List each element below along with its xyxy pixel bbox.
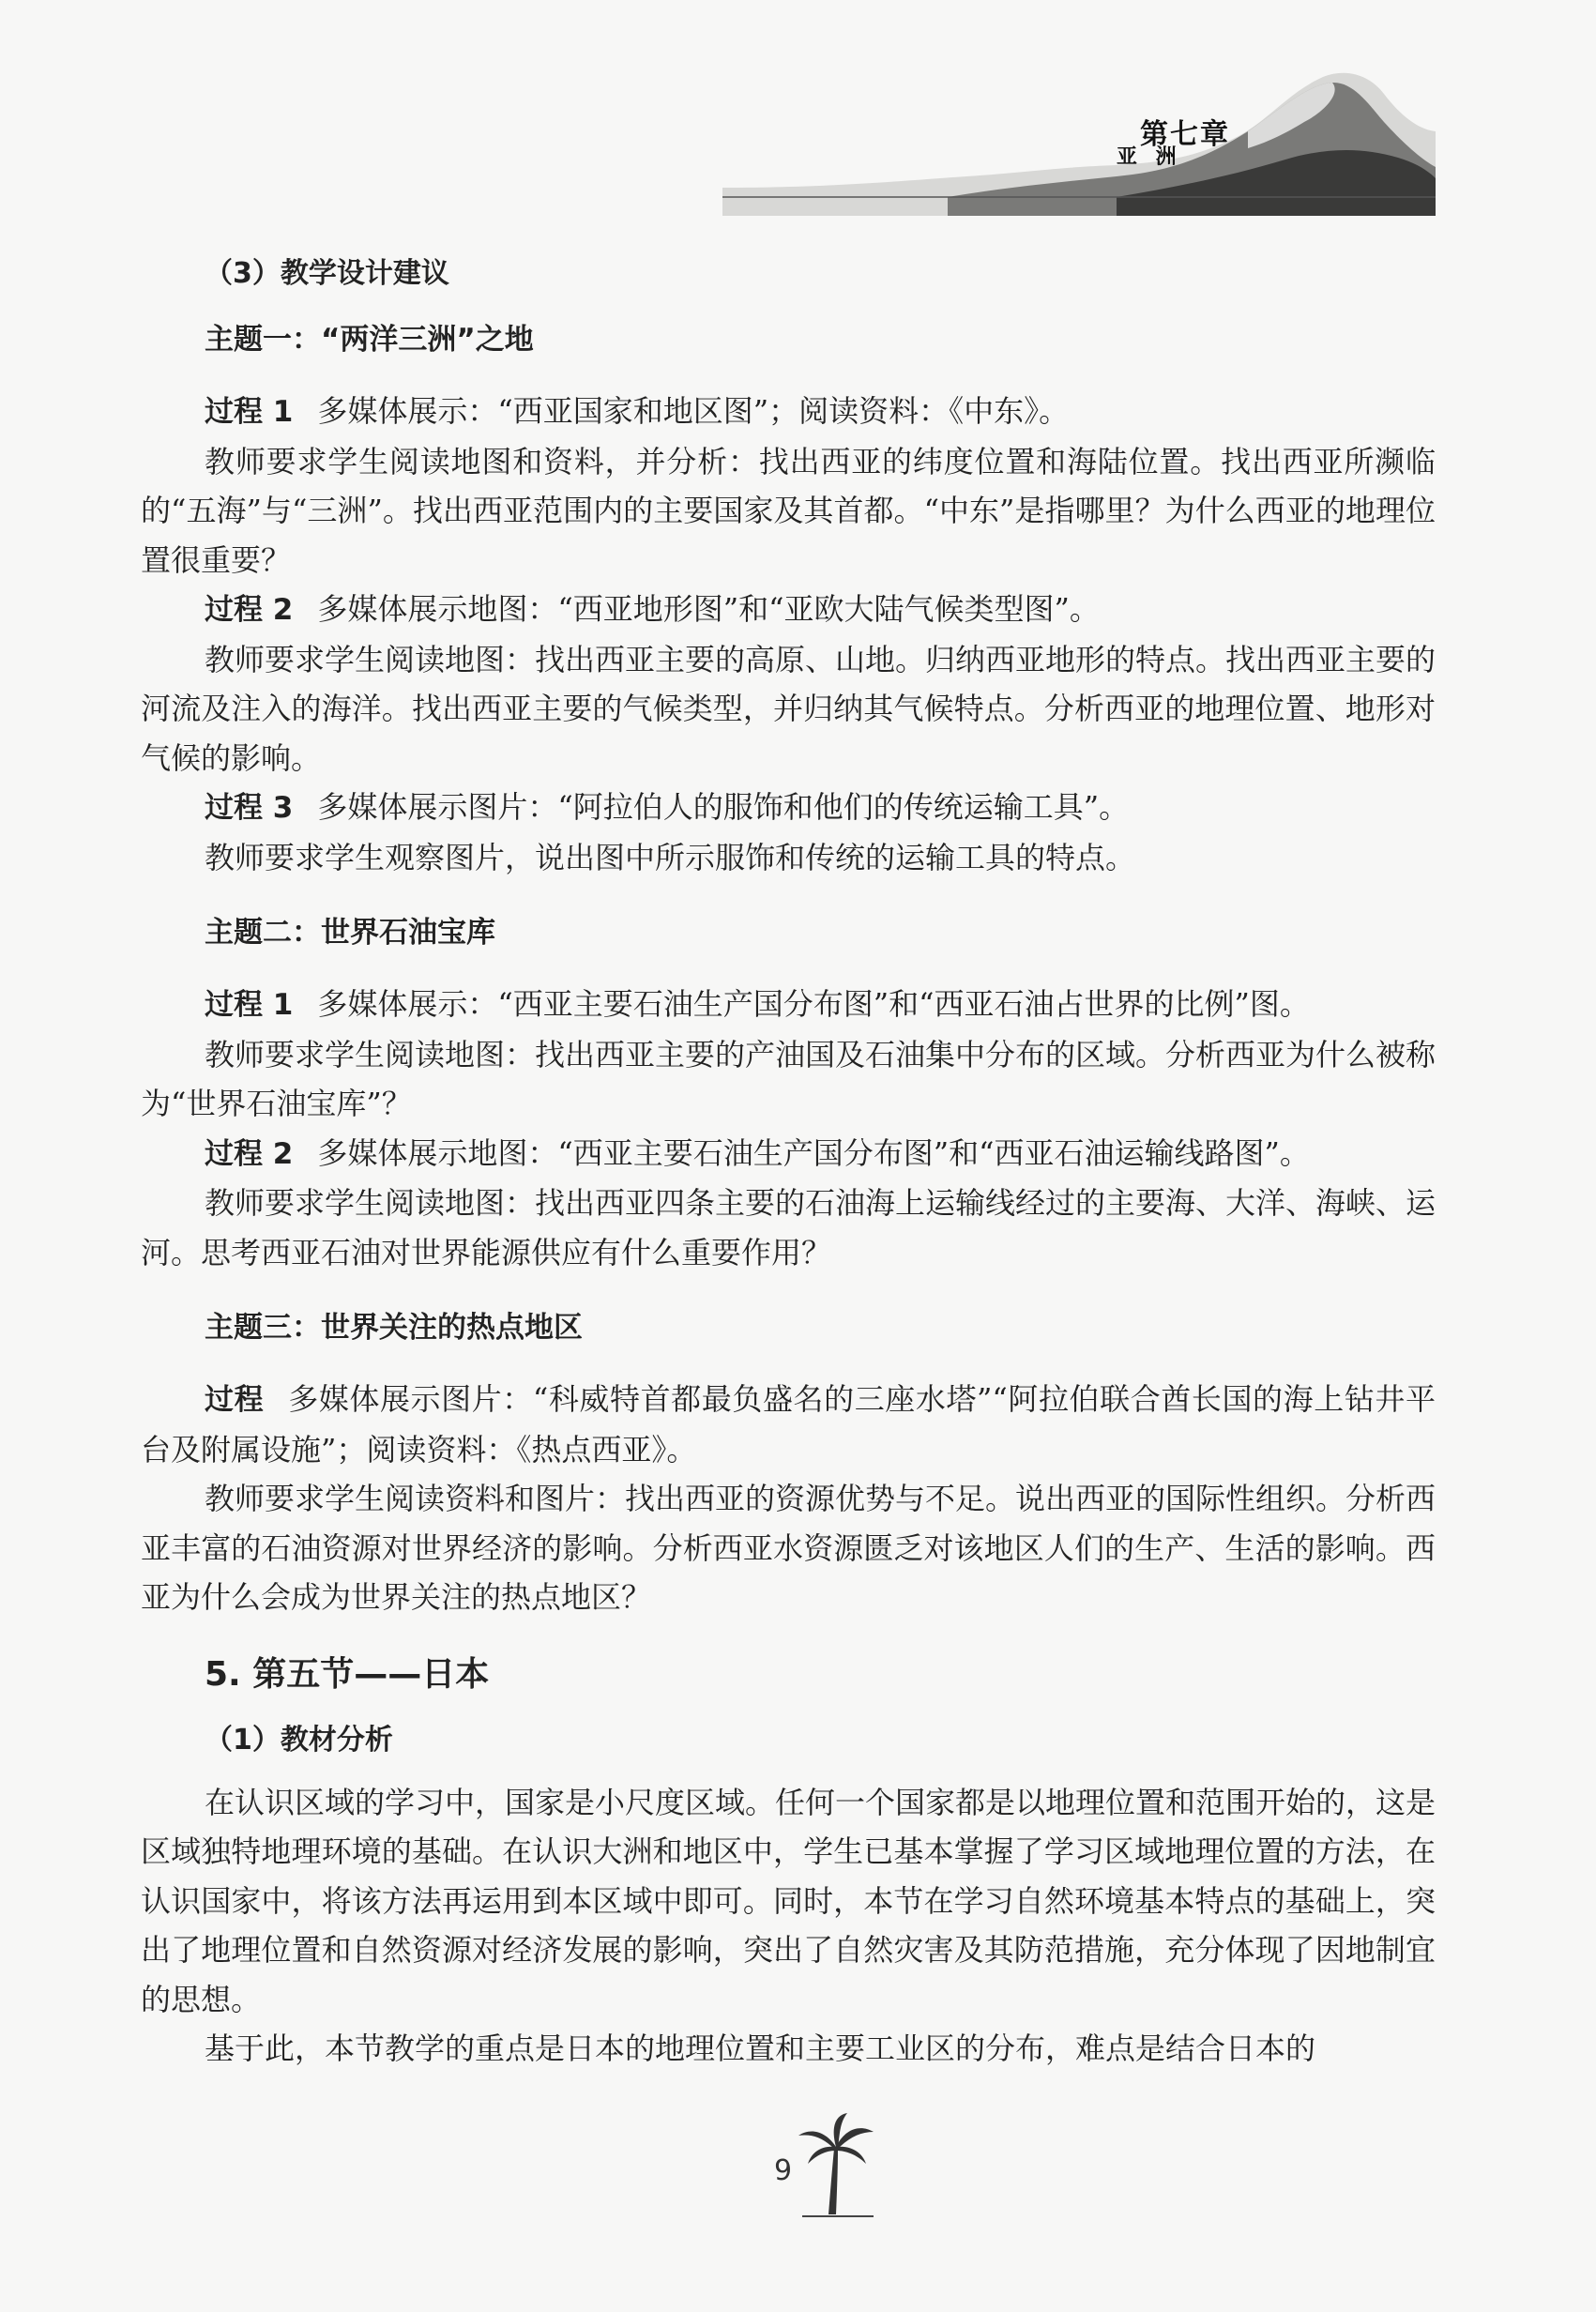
page-number: 9 (774, 2154, 793, 2187)
theme-two-teacher-2: 教师要求学生阅读地图：找出西亚四条主要的石油海上运输线经过的主要海、大洋、海峡、运河。思考西亚石油对世界能源供应有什么重要作用？ (141, 1185, 1436, 1270)
subsection-heading-teaching-design: （3）教学设计建议 (205, 257, 449, 290)
section-five-paragraph-1: 在认识区域的学习中，国家是小尺度区域。任何一个国家都是以地理位置和范围开始的，这是区域独特地理环境的基础。在认识大洲和地区中，学生已基本掌握了学习区域地理位置的方法，在认识国家中，将该方法再运用到本区域中即可。同时，本节在学习自然环境基本特点的基础上，突出了地理位置和自然资源对经济发展的影响，突出了自然灾害及其防范措施，充分体现了因地制宜的思想。 (141, 1784, 1436, 2017)
process-label: 过程 1 (205, 395, 294, 429)
theme-one-process-3 (141, 783, 1436, 833)
mountain-header-illustration (722, 56, 1436, 216)
theme-one-teacher-3: 教师要求学生观察图片，说出图中所示服饰和传统的运输工具的特点。 (205, 839, 1136, 875)
process-text: 多媒体展示：“西亚国家和地区图”；阅读资料：《中东》。 (317, 393, 1070, 429)
theme-one-process-2 (141, 585, 1436, 635)
theme-one-process-1 (141, 387, 1436, 437)
process-text: 多媒体展示图片：“阿拉伯人的服饰和他们的传统运输工具”。 (317, 789, 1130, 825)
theme-three-heading: 主题三：世界关注的热点地区 (205, 1311, 583, 1345)
process-label: 过程 (205, 1383, 265, 1417)
theme-two-process-2 (141, 1129, 1436, 1179)
process-text: 多媒体展示地图：“西亚地形图”和“亚欧大陆气候类型图”。 (317, 591, 1100, 627)
theme-two-heading: 主题二：世界石油宝库 (205, 916, 495, 950)
theme-one-heading: 主题一：“两洋三洲”之地 (205, 323, 534, 357)
subsection-heading-textbook-analysis: （1）教材分析 (205, 1723, 393, 1757)
theme-one-teacher-2: 教师要求学生阅读地图：找出西亚主要的高原、山地。归纳西亚地形的特点。找出西亚主要的河流及注入的海洋。找出西亚主要的气候类型，并归纳其气候特点。分析西亚的地理位置、地形对气候的影响。 (141, 641, 1436, 776)
process-label: 过程 2 (205, 1136, 294, 1171)
process-label: 过程 1 (205, 988, 294, 1022)
process-text: 多媒体展示地图：“西亚主要石油生产国分布图”和“西亚石油运输线路图”。 (317, 1134, 1310, 1171)
process-label: 过程 3 (205, 791, 294, 825)
theme-two-teacher-1: 教师要求学生阅读地图：找出西亚主要的产油国及石油集中分布的区域。分析西亚为什么被称为“世界石油宝库”？ (141, 1036, 1436, 1121)
chapter-label: 第七章 (1140, 118, 1230, 151)
continent-label: 亚 洲 (1117, 144, 1182, 169)
section-five-heading: 5. 第五节——日本 (205, 1654, 490, 1694)
section-five-paragraph-2: 基于此，本节教学的重点是日本的地理位置和主要工业区的分布，难点是结合日本的 (205, 2031, 1316, 2066)
theme-three-teacher: 教师要求学生阅读资料和图片：找出西亚的资源优势与不足。说出西亚的国际性组织。分析西亚丰富的石油资源对世界经济的影响。分析西亚水资源匮乏对该地区人们的生产、生活的影响。西亚为什么会成为世界关注的热点地区？ (141, 1481, 1436, 1615)
process-text: 多媒体展示：“西亚主要石油生产国分布图”和“西亚石油占世界的比例”图。 (317, 986, 1310, 1022)
theme-three-process (141, 1375, 1436, 1474)
process-text: 多媒体展示图片：“科威特首都最负盛名的三座水塔”“阿拉伯联合酋长国的海上钻井平台及附属设施”；阅读资料：《热点西亚》。 (141, 1381, 1436, 1468)
page-content (141, 236, 1436, 2074)
theme-one-teacher-1: 教师要求学生阅读地图和资料，并分析：找出西亚的纬度位置和海陆位置。找出西亚所濒临的“五海”与“三洲”。找出西亚范围内的主要国家及其首都。“中东”是指哪里？为什么西亚的地理位置很重要？ (141, 443, 1436, 578)
theme-two-process-1 (141, 980, 1436, 1030)
palm-tree-icon (793, 2111, 877, 2224)
process-label: 过程 2 (205, 593, 294, 627)
